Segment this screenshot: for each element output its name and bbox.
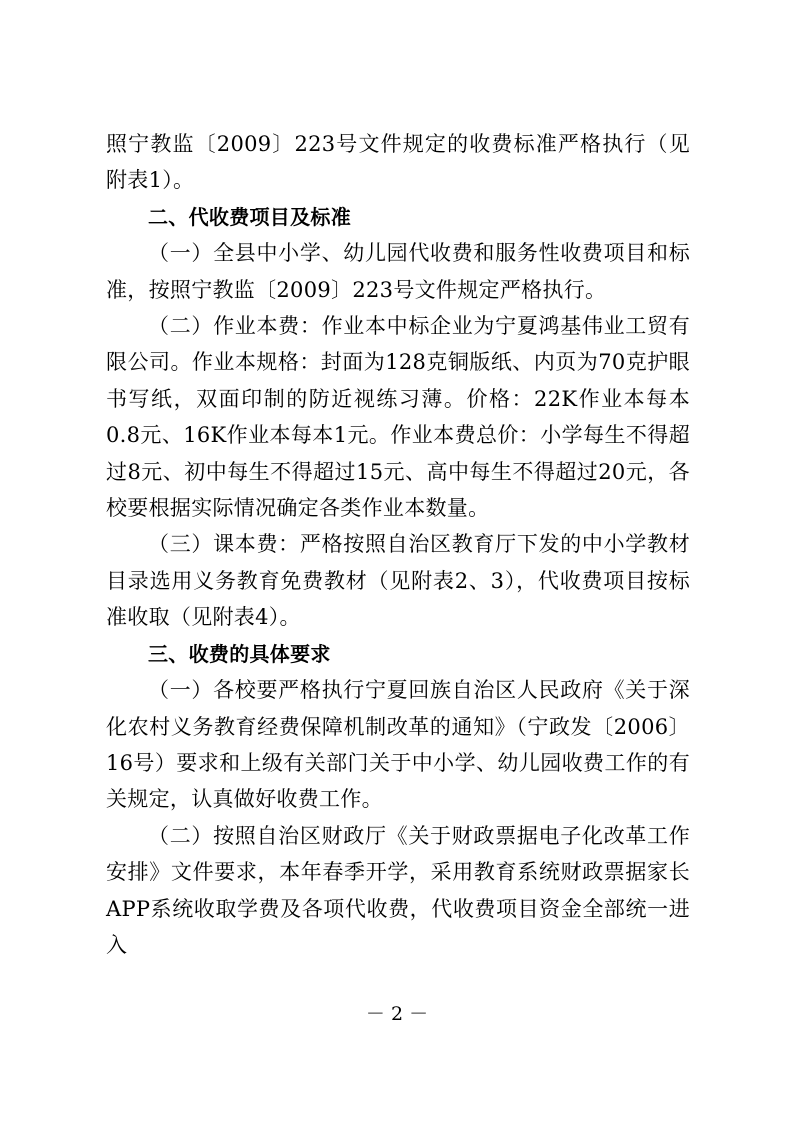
page-number: － 2 － [365, 1003, 429, 1025]
document-body [106, 126, 690, 963]
section-heading-3: 三、收费的具体要求 [148, 641, 331, 666]
paragraph-2-3: （三）课本费：严格按照自治区教育厅下发的中小学教材目录选用义务教育免费教材（见附表2、3），代收费项目按标准收取（见附表4）。 [106, 532, 690, 630]
paragraph-2-2: （二）作业本费：作业本中标企业为宁夏鸿基伟业工贸有限公司。作业本规格：封面为128克铜版纸、内页为70克护眼书写纸，双面印制的防近视练习薄。价格：22K作业本每本0.8元、16K作业本每本1元。作业本费总价：小学每生不得超过8元、初中每生不得超过15元、高中每生不得超过20元，各校要根据实际情况确定各类作业本数量。 [106, 314, 690, 521]
paragraph-2-1: （一）全县中小学、幼儿园代收费和服务性收费项目和标准，按照宁教监〔2009〕223号文件规定严格执行。 [106, 241, 690, 302]
paragraph-3-2: （二）按照自治区财政厅《关于财政票据电子化改革工作安排》文件要求，本年春季开学，采用教育系统财政票据家长APP系统收取学费及各项代收费，代收费项目资金全部统一进入 [106, 823, 690, 957]
section-heading-2: 二、代收费项目及标准 [148, 204, 351, 229]
paragraph-3-1: （一）各校要严格执行宁夏回族自治区人民政府《关于深化农村义务教育经费保障机制改革的通知》（宁政发〔2006〕16号）要求和上级有关部门关于中小学、幼儿园收费工作的有关规定，认真做好收费工作。 [106, 678, 690, 812]
continued-paragraph: 照宁教监〔2009〕223号文件规定的收费标准严格执行（见附表1）。 [106, 132, 690, 193]
